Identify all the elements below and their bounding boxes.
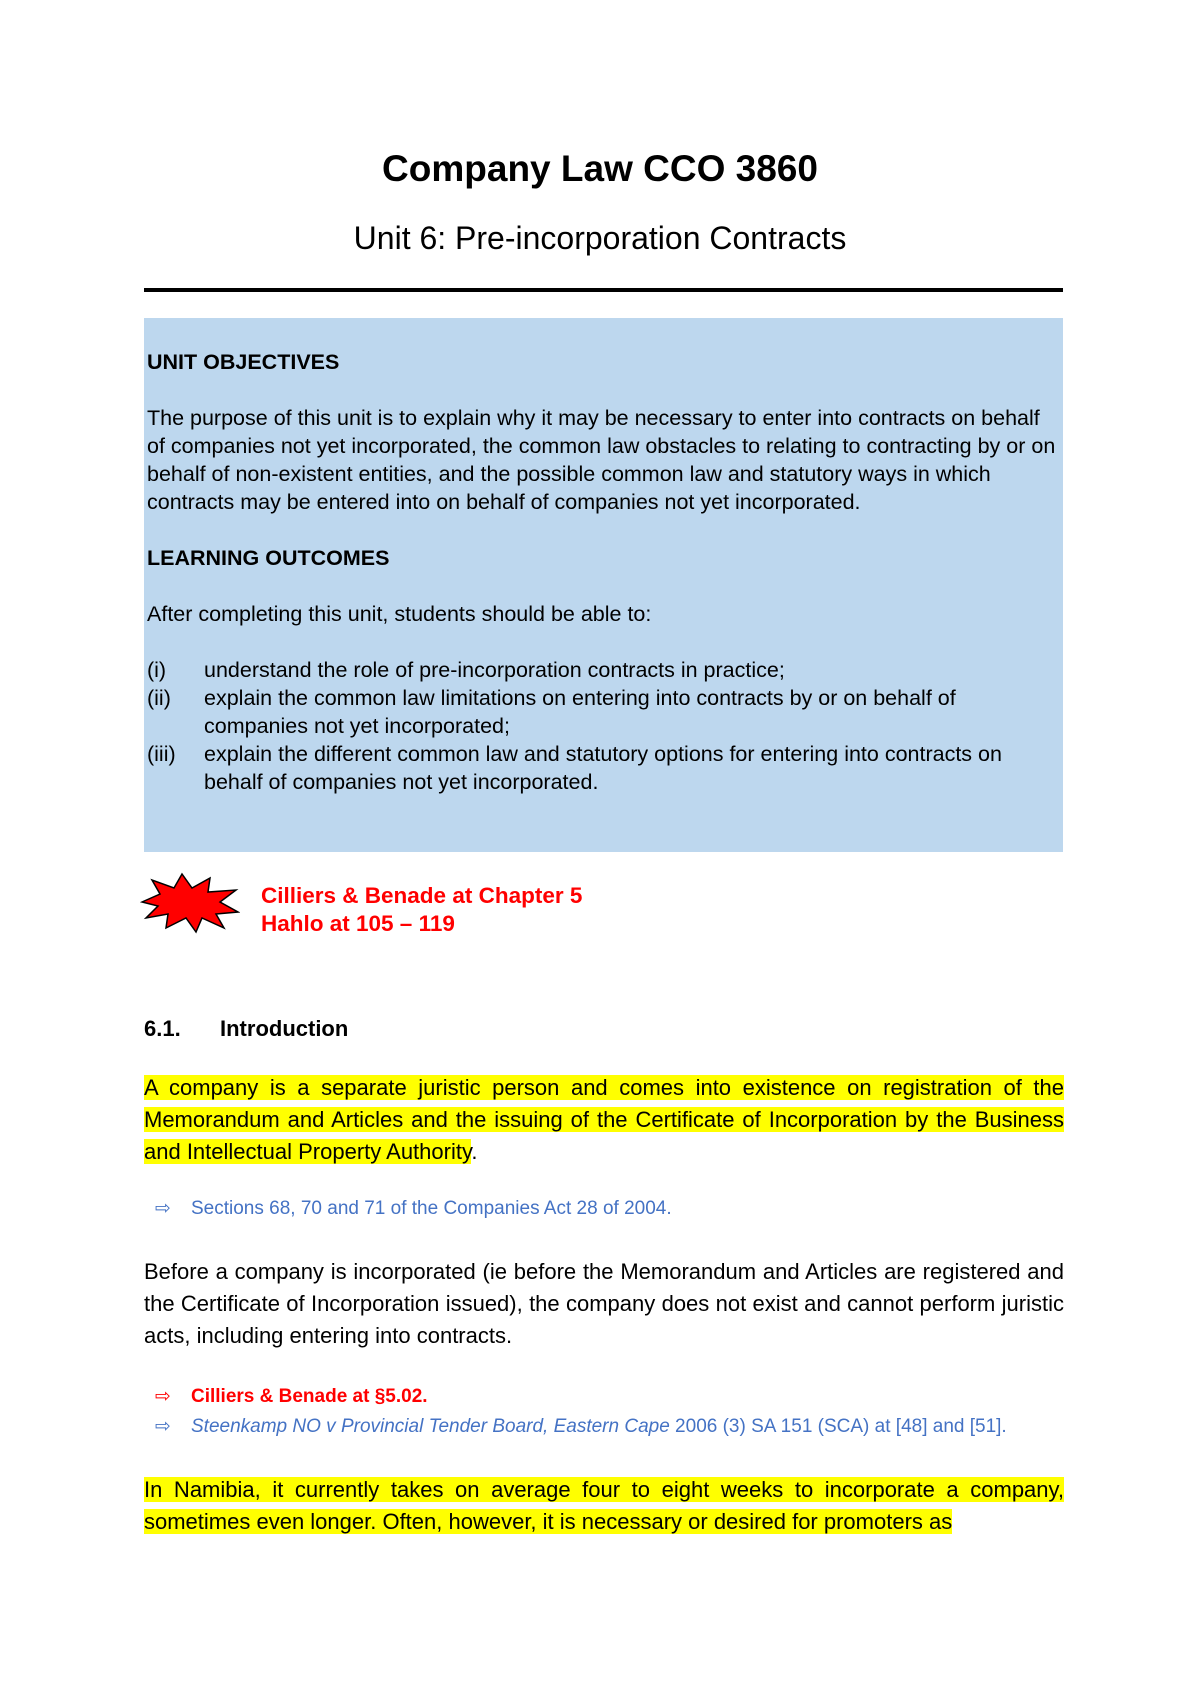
section-number: 6.1.: [144, 1016, 181, 1041]
document-subtitle: Unit 6: Pre-incorporation Contracts: [353, 220, 847, 256]
arrow-right-icon: ⇨: [155, 1416, 171, 1437]
section-title: Introduction: [220, 1016, 349, 1041]
case-name: Steenkamp NO v Provincial Tender Board, Eastern Cape: [191, 1416, 670, 1437]
reference-text: Sections 68, 70 and 71 of the Companies Act 28 of 2004.: [191, 1198, 672, 1219]
highlighted-text: A company is a separate juristic person and comes into existence on registration of the Memorandum and Articles and the issuing of the Certificate of Incorporation by the Business and Intellectual Property Authority: [144, 1075, 1064, 1164]
outcome-number: (iii): [147, 742, 176, 766]
red-burst-icon: [140, 872, 240, 934]
outcome-text: explain the different common law and statutory options for entering into contracts on behalf of companies not yet incorporated.: [204, 742, 1002, 794]
paragraph-1-end: .: [471, 1139, 478, 1164]
paragraph-2: Before a company is incorporated (ie before the Memorandum and Articles are registered and the Certificate of Incorporation issued), the company does not exist and cannot perform juristic acts, including entering into contracts.: [144, 1259, 1064, 1348]
outcome-text: understand the role of pre-incorporation contracts in practice;: [204, 658, 785, 682]
arrow-right-icon: ⇨: [155, 1386, 171, 1407]
outcome-text: explain the common law limitations on entering into contracts by or on behalf of companies not yet incorporated;: [204, 686, 956, 738]
section-heading: [144, 1016, 348, 1042]
reference-3: [155, 1414, 1075, 1440]
title-divider: [144, 288, 1063, 292]
arrow-right-icon: ⇨: [155, 1198, 171, 1219]
outcome-number: (i): [147, 658, 167, 682]
paragraph-1: [144, 1072, 1064, 1168]
highlighted-text: In Namibia, it currently takes on average four to eight weeks to incorporate a company, sometimes even longer. Often, however, it is necessary or desired for promoters as: [144, 1477, 1064, 1534]
outcome-number: (ii): [147, 686, 171, 710]
paragraph-3: [144, 1474, 1064, 1538]
outcome-item: [147, 740, 1060, 796]
document-title: Company Law CCO 3860: [382, 148, 818, 189]
outcome-item: [147, 684, 1060, 740]
case-citation: 2006 (3) SA 151 (SCA) at [48] and [51].: [669, 1416, 1007, 1437]
reference-2: [155, 1384, 1075, 1410]
reading-line-1: Cilliers & Benade at Chapter 5: [261, 883, 583, 908]
objectives-text: The purpose of this unit is to explain why it may be necessary to enter into contracts on behalf of companies not yet incorporated, the common law obstacles to relating to contracting by or on behalf of non-existent entities, and the possible common law and statutory ways in which contracts may be entered into on behalf of companies not yet incorporated.: [147, 406, 1056, 514]
outcomes-intro: After completing this unit, students should be able to:: [147, 602, 652, 626]
objectives-heading: UNIT OBJECTIVES: [147, 350, 340, 374]
reference-text: Cilliers & Benade at §5.02.: [191, 1386, 428, 1407]
outcomes-heading: LEARNING OUTCOMES: [147, 546, 390, 570]
reference-1: [155, 1196, 1075, 1222]
reading-reference: [140, 870, 840, 940]
objectives-box: [144, 318, 1063, 852]
reading-line-2: Hahlo at 105 – 119: [261, 911, 455, 936]
outcome-item: [147, 656, 1060, 684]
